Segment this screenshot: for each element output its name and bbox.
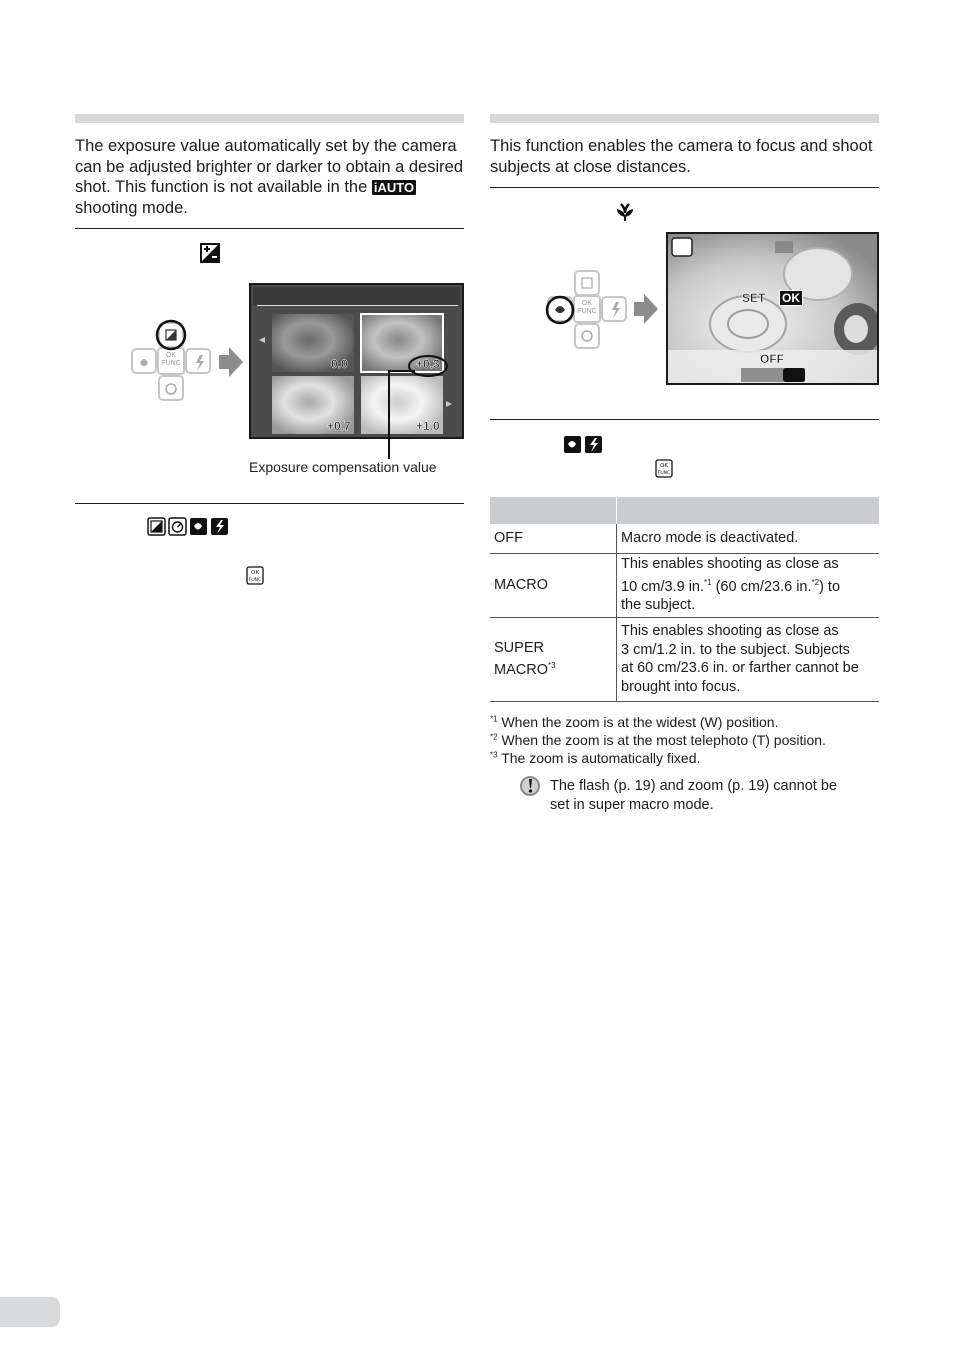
footnote-mark-1: *1: [490, 714, 498, 724]
caution-note: [550, 777, 837, 815]
footnote-ref-3: *3: [547, 661, 556, 671]
ok-func-icon: [655, 459, 673, 478]
exposure-key-icon: [148, 518, 165, 535]
footnote-text-2: When the zoom is at the most telephoto (T) position.: [501, 732, 826, 748]
super-macro-label-2: MACRO: [494, 661, 548, 678]
super-desc-line-4: brought into focus.: [621, 678, 741, 695]
macro-key-icon: [190, 518, 207, 535]
left-rule-2: [75, 503, 464, 504]
description-off: Macro mode is deactivated.: [617, 524, 880, 553]
func-label: FUNC: [577, 308, 597, 315]
ev-value-1: +0.3: [416, 357, 440, 371]
footnote-ref-2: *2: [811, 577, 820, 587]
right-rule-1: [490, 187, 879, 188]
flash-small-icon: [612, 302, 620, 318]
macro-screen: [666, 232, 879, 385]
option-macro: MACRO: [490, 553, 617, 617]
macro-small-icon: [140, 359, 148, 366]
table-header-option: [490, 497, 617, 524]
arrow-right-icon: [219, 347, 243, 377]
right-section-bar: [490, 114, 879, 123]
step2-icons: [147, 517, 231, 536]
right-rule-2: [490, 419, 879, 420]
description-super-macro: [617, 617, 880, 701]
macro-small-icon: [555, 306, 565, 313]
table-row: [490, 617, 879, 701]
left-rule-1: [75, 228, 464, 229]
screen-ok-label: OK: [779, 290, 803, 306]
description-macro: [617, 553, 880, 617]
flash-key-icon: [211, 518, 228, 535]
screen-off-label: OFF: [760, 352, 784, 366]
exposure-intro-tail: shooting mode.: [75, 198, 188, 217]
ok-func-icon: [246, 566, 264, 585]
option-off: OFF: [490, 524, 617, 553]
footnote-3: [490, 750, 700, 766]
super-desc-line-2: 3 cm/1.2 in. to the subject. Subjects: [621, 641, 850, 658]
screen-set-label: SET: [742, 291, 766, 305]
footnote-2: [490, 732, 826, 748]
callout-line: [385, 363, 425, 459]
flash-small-icon: [196, 355, 204, 371]
footnote-text-1: When the zoom is at the widest (W) position.: [501, 714, 779, 730]
svg-text:FUNC: FUNC: [657, 471, 671, 476]
left-section-bar: [75, 114, 464, 123]
footnote-text-3: The zoom is automatically fixed.: [501, 750, 701, 766]
footnote-mark-3: *3: [490, 750, 498, 760]
super-desc-line-3: at 60 cm/23.6 in. or farther cannot be: [621, 660, 859, 676]
macro-desc-line-1: This enables shooting as close as: [621, 556, 839, 573]
svg-text:OK: OK: [251, 570, 259, 576]
macro-desc-line-3: the subject.: [621, 597, 696, 614]
ok-label: OK: [165, 352, 177, 359]
caution-icon: [519, 775, 541, 797]
exposure-compensation-icon: [200, 243, 220, 263]
self-timer-small-icon: [166, 384, 176, 394]
page-number-tab: [0, 1297, 60, 1327]
footnote-1: [490, 714, 778, 730]
ok-label: OK: [581, 300, 593, 307]
right-dpad-icons: [544, 266, 634, 356]
table-header-description: [617, 497, 880, 524]
exposure-intro: [75, 136, 470, 218]
svg-text:OK: OK: [660, 463, 668, 469]
step2-right-icons: [563, 435, 603, 454]
super-desc-line-1: This enables shooting as close as: [621, 623, 839, 639]
macro-key-icon: [564, 436, 581, 453]
exposure-intro-text: The exposure value automatically set by the camera can be adjusted brighter or darker to obtain a desired shot. This function is not available in the: [75, 137, 463, 196]
macro-icon: [614, 201, 636, 223]
caution-note-line-1: The flash (p. 19) and zoom (p. 19) cannot be: [550, 778, 837, 794]
macro-desc-line-2b: (60 cm/23.6 in.: [711, 578, 812, 595]
iauto-badge: iAUTO: [373, 180, 415, 195]
ev-value-3: +1.0: [416, 419, 440, 433]
arrow-right-icon: [634, 294, 658, 324]
super-macro-label-1: SUPER: [494, 639, 544, 656]
left-dpad-icons: [128, 318, 218, 408]
exposure-caption: Exposure compensation value: [249, 459, 437, 475]
table-row: [490, 524, 879, 553]
macro-desc-line-2c: ) to: [819, 578, 841, 595]
func-label: FUNC: [161, 360, 181, 367]
self-timer-small-icon: [582, 331, 592, 341]
table-row: [490, 553, 879, 617]
footnote-ref-1: *1: [704, 577, 712, 587]
svg-text:FUNC: FUNC: [248, 578, 262, 583]
footnote-mark-2: *2: [490, 732, 498, 742]
ev-value-0: 0.0: [331, 357, 348, 371]
exposure-screen: [249, 283, 464, 439]
macro-desc-line-2a: 10 cm/3.9 in.: [621, 578, 705, 595]
exposure-small-icon: [582, 278, 592, 288]
macro-options-table: [490, 497, 879, 702]
ev-value-2: +0.7: [327, 419, 351, 433]
table-header-row: [490, 497, 879, 524]
option-super-macro: [490, 617, 617, 701]
flash-key-icon: [585, 436, 602, 453]
macro-intro: This function enables the camera to focus and shoot subjects at close distances.: [490, 137, 873, 176]
self-timer-key-icon: [169, 518, 186, 535]
caution-note-line-2: set in super macro mode.: [550, 797, 714, 813]
